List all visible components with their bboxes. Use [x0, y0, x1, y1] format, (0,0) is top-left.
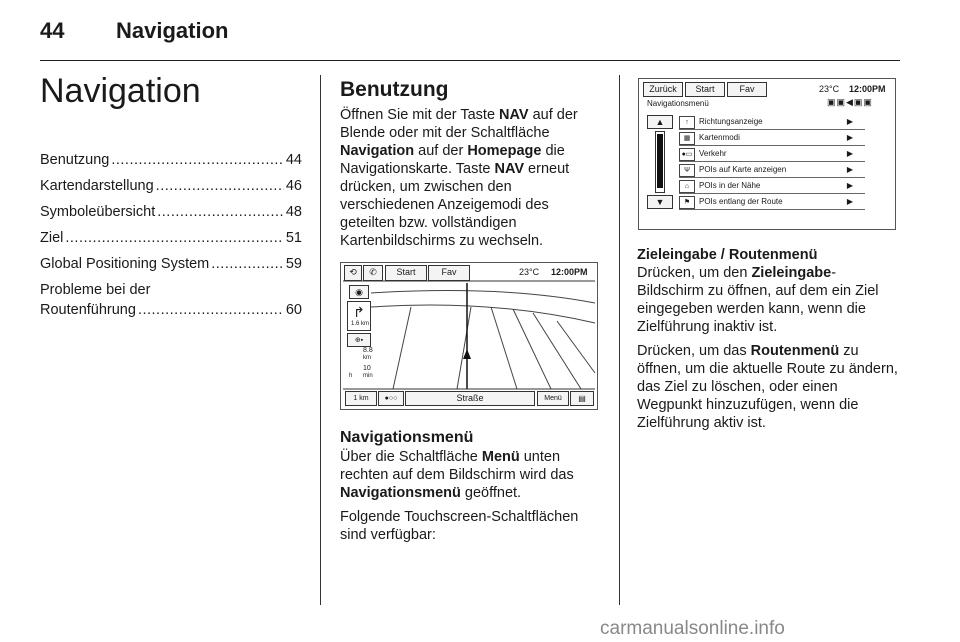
heading-zieleingabe: Zieleingabe / Routenmenü	[637, 247, 818, 263]
back-button[interactable]: Zurück	[643, 82, 683, 97]
map-mode-icon[interactable]: ●○○	[378, 391, 404, 406]
poi-icon[interactable]: ⊕▪	[347, 333, 371, 347]
time-h: h	[349, 373, 353, 379]
nearby-icon: ⌂	[679, 180, 695, 193]
menu-item-kartenmodi[interactable]: ▦ Kartenmodi ▶	[679, 131, 865, 146]
paragraph: Drücken, um den Zieleingabe-Bildschirm zu öffnen, auf dem ein Ziel eingegeben werden kann, wenn die Zielführung inaktiv ist.	[637, 265, 879, 335]
route-icon: ⚑	[679, 196, 695, 209]
chevron-right-icon: ▶	[846, 165, 853, 174]
map-mode-icon: ▦	[679, 132, 695, 145]
menu-list	[639, 115, 895, 215]
section-title: Navigation	[40, 72, 201, 110]
toc-entry[interactable]: Kartendarstellung ..... 46	[40, 176, 302, 196]
toc-entry[interactable]: Symbolеübersicht ..... 48	[40, 202, 302, 222]
chevron-right-icon: ▶	[846, 149, 853, 158]
chevron-right-icon: ▶	[846, 181, 853, 190]
column-divider	[619, 75, 620, 605]
menu-icons: ▣▣◀▣▣	[827, 97, 873, 107]
clock: 12:00PM	[551, 267, 588, 277]
chevron-right-icon: ▶	[846, 197, 853, 206]
menu-item-richtungsanzeige[interactable]: ↑ Richtungsanzeige ▶	[679, 115, 865, 130]
reroute-icon[interactable]: ⟲	[344, 265, 362, 281]
fav-button[interactable]: Fav	[727, 82, 767, 97]
paragraph: Drücken, um das Routenmenü zu öffnen, um die aktuelle Route zu ändern, das Ziel zu löschen, oder einen Wegpunkt hinzuzufügen, wenn die Zielführung aktiv ist.	[637, 343, 898, 431]
time-value: 10	[363, 365, 371, 372]
distance-unit: km	[363, 355, 371, 361]
menu-item-pois-naehe[interactable]: ⌂ POIs in der Nähe ▶	[679, 179, 865, 194]
toc	[40, 150, 302, 320]
paragraph: Öffnen Sie mit der Taste NAV auf der Blende oder mit der Schaltfläche Navigation auf der Homepage die Navigationskarte. Taste NAV erneut drücken, um zwischen den verschiedenen Anzeigemodi des geteilten bzw. vollständigen Kartenbildschirms zu wechseln.	[340, 107, 578, 249]
page-number: 44	[40, 18, 65, 43]
split-view-icon[interactable]: ▤	[570, 391, 594, 406]
toc-label: Probleme bei der	[40, 282, 151, 298]
column-divider	[320, 75, 321, 605]
start-button[interactable]: Start	[685, 82, 725, 97]
column-3	[637, 246, 900, 438]
start-button[interactable]: Start	[385, 265, 427, 281]
scale-button[interactable]: 1 km	[345, 391, 377, 406]
menu-title: Navigationsmenü	[647, 99, 709, 108]
scroll-down-button[interactable]: ▼	[647, 195, 673, 209]
direction-icon: ↑	[679, 116, 695, 129]
watermark: carmanualsonline.info	[600, 618, 785, 639]
menu-item-pois-route[interactable]: ⚑ POIs entlang der Route ▶	[679, 195, 865, 210]
turn-arrow-icon: ↱	[347, 301, 371, 331]
chevron-right-icon: ▶	[846, 133, 853, 142]
heading-benutzung: Benutzung	[340, 78, 449, 101]
time-unit: min	[363, 373, 373, 379]
paragraph: Über die Schaltfläche Menü unten rechten auf dem Bildschirm wird das Navigationsmenü geöffnet.	[340, 449, 574, 501]
fav-button[interactable]: Fav	[428, 265, 470, 281]
clock: 12:00PM	[849, 84, 886, 94]
poi-icon: Ψ	[679, 164, 695, 177]
street-name: Straße	[405, 391, 535, 406]
header-rule	[40, 60, 900, 61]
scroll-up-button[interactable]: ▲	[647, 115, 673, 129]
temperature: 23°C	[519, 267, 540, 277]
menu-item-verkehr[interactable]: ●▭ Verkehr ▶	[679, 147, 865, 162]
phone-icon[interactable]: ✆	[363, 265, 383, 281]
toc-entry[interactable]: Benutzung ..... 44	[40, 150, 302, 170]
temperature: 23°C	[819, 84, 840, 94]
audio-icon[interactable]: ◉	[349, 285, 369, 299]
traffic-icon: ●▭	[679, 148, 695, 161]
paragraph: Folgende Touchscreen-Schaltflächen sind verfügbar:	[340, 509, 579, 543]
nav-menu-screen-figure	[638, 78, 896, 230]
heading-navigationsmenue: Navigationsmenü	[340, 429, 474, 446]
header-title: Navigation	[116, 18, 229, 43]
map-view[interactable]	[341, 263, 597, 409]
remaining-distance: 8.8	[363, 347, 373, 354]
toc-entry[interactable]: Global Positioning System ..... 59	[40, 254, 302, 274]
toc-entry[interactable]: Probleme bei der Routenführung ..... 60	[40, 280, 302, 320]
column-2-lower	[340, 428, 602, 550]
turn-distance: 1.6 km	[351, 321, 370, 327]
menu-button[interactable]: Menü	[537, 391, 569, 406]
menu-item-pois-karte[interactable]: Ψ POIs auf Karte anzeigen ▶	[679, 163, 865, 178]
toc-entry[interactable]: Ziel ..... 51	[40, 228, 302, 248]
chevron-right-icon: ▶	[846, 117, 853, 126]
map-screen-figure	[340, 262, 598, 410]
column-2	[340, 78, 602, 256]
